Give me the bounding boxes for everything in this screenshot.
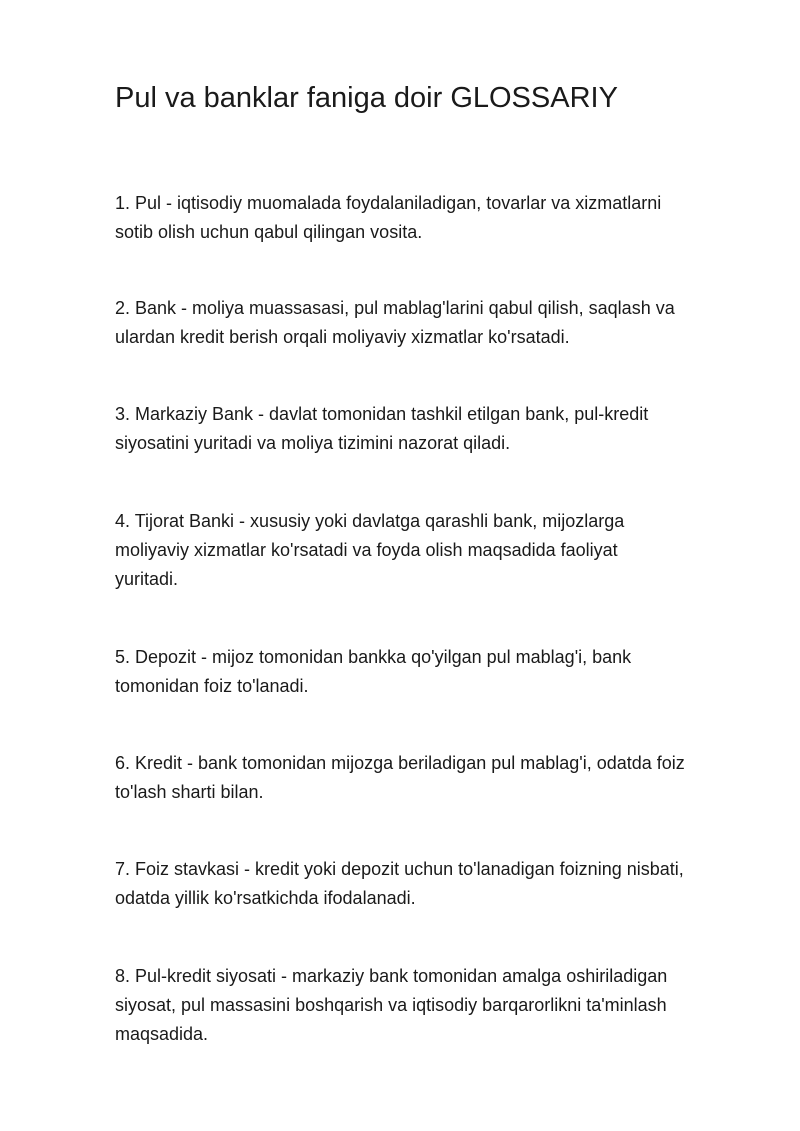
glossary-entry-markaziy-bank — [115, 400, 755, 458]
entry-line: ulardan kredit berish orqali moliyaviy xizmatlar ko'rsatadi. — [115, 327, 570, 347]
entry-line: 3. Markaziy Bank - davlat tomonidan tashkil etilgan bank, pul-kredit — [115, 404, 649, 424]
entry-line: moliyaviy xizmatlar ko'rsatadi va foyda olish maqsadida faoliyat — [115, 540, 618, 560]
entry-line: 7. Foiz stavkasi - kredit yoki depozit uchun to'lanadigan foizning nisbati, — [115, 859, 684, 879]
entry-line: yuritadi. — [115, 569, 179, 589]
glossary-entry-pul — [115, 189, 755, 247]
glossary-entry-pul-kredit-siyosati — [115, 962, 755, 1049]
entry-line: to'lash sharti bilan. — [115, 782, 264, 802]
glossary-entry-foiz-stavkasi — [115, 855, 755, 913]
document-title: Pul va banklar faniga doir GLOSSARIY — [115, 82, 618, 114]
entry-line: odatda yillik ko'rsatkichda ifodalanadi. — [115, 888, 416, 908]
entry-line: 4. Tijorat Banki - xususiy yoki davlatga qarashli bank, mijozlarga — [115, 511, 625, 531]
entry-line: 1. Pul - iqtisodiy muomalada foydalaniladigan, tovarlar va xizmatlarni — [115, 193, 662, 213]
entry-line: 5. Depozit - mijoz tomonidan bankka qo'yilgan pul mablag'i, bank — [115, 647, 632, 667]
entry-line: 2. Bank - moliya muassasasi, pul mablag'larini qabul qilish, saqlash va — [115, 298, 675, 318]
glossary-entry-tijorat-banki — [115, 507, 755, 594]
glossary-entry-bank — [115, 294, 755, 352]
entry-line: tomonidan foiz to'lanadi. — [115, 676, 309, 696]
entry-line: 8. Pul-kredit siyosati - markaziy bank tomonidan amalga oshiriladigan — [115, 966, 668, 986]
entry-line: sotib olish uchun qabul qilingan vosita. — [115, 222, 423, 242]
entry-line: 6. Kredit - bank tomonidan mijozga beriladigan pul mablag'i, odatda foiz — [115, 753, 685, 773]
entry-line: maqsadida. — [115, 1024, 209, 1044]
entry-line: siyosat, pul massasini boshqarish va iqtisodiy barqarorlikni ta'minlash — [115, 995, 667, 1015]
glossary-entry-kredit — [115, 749, 755, 807]
glossary-entry-depozit — [115, 643, 755, 701]
entry-line: siyosatini yuritadi va moliya tizimini nazorat qiladi. — [115, 433, 511, 453]
